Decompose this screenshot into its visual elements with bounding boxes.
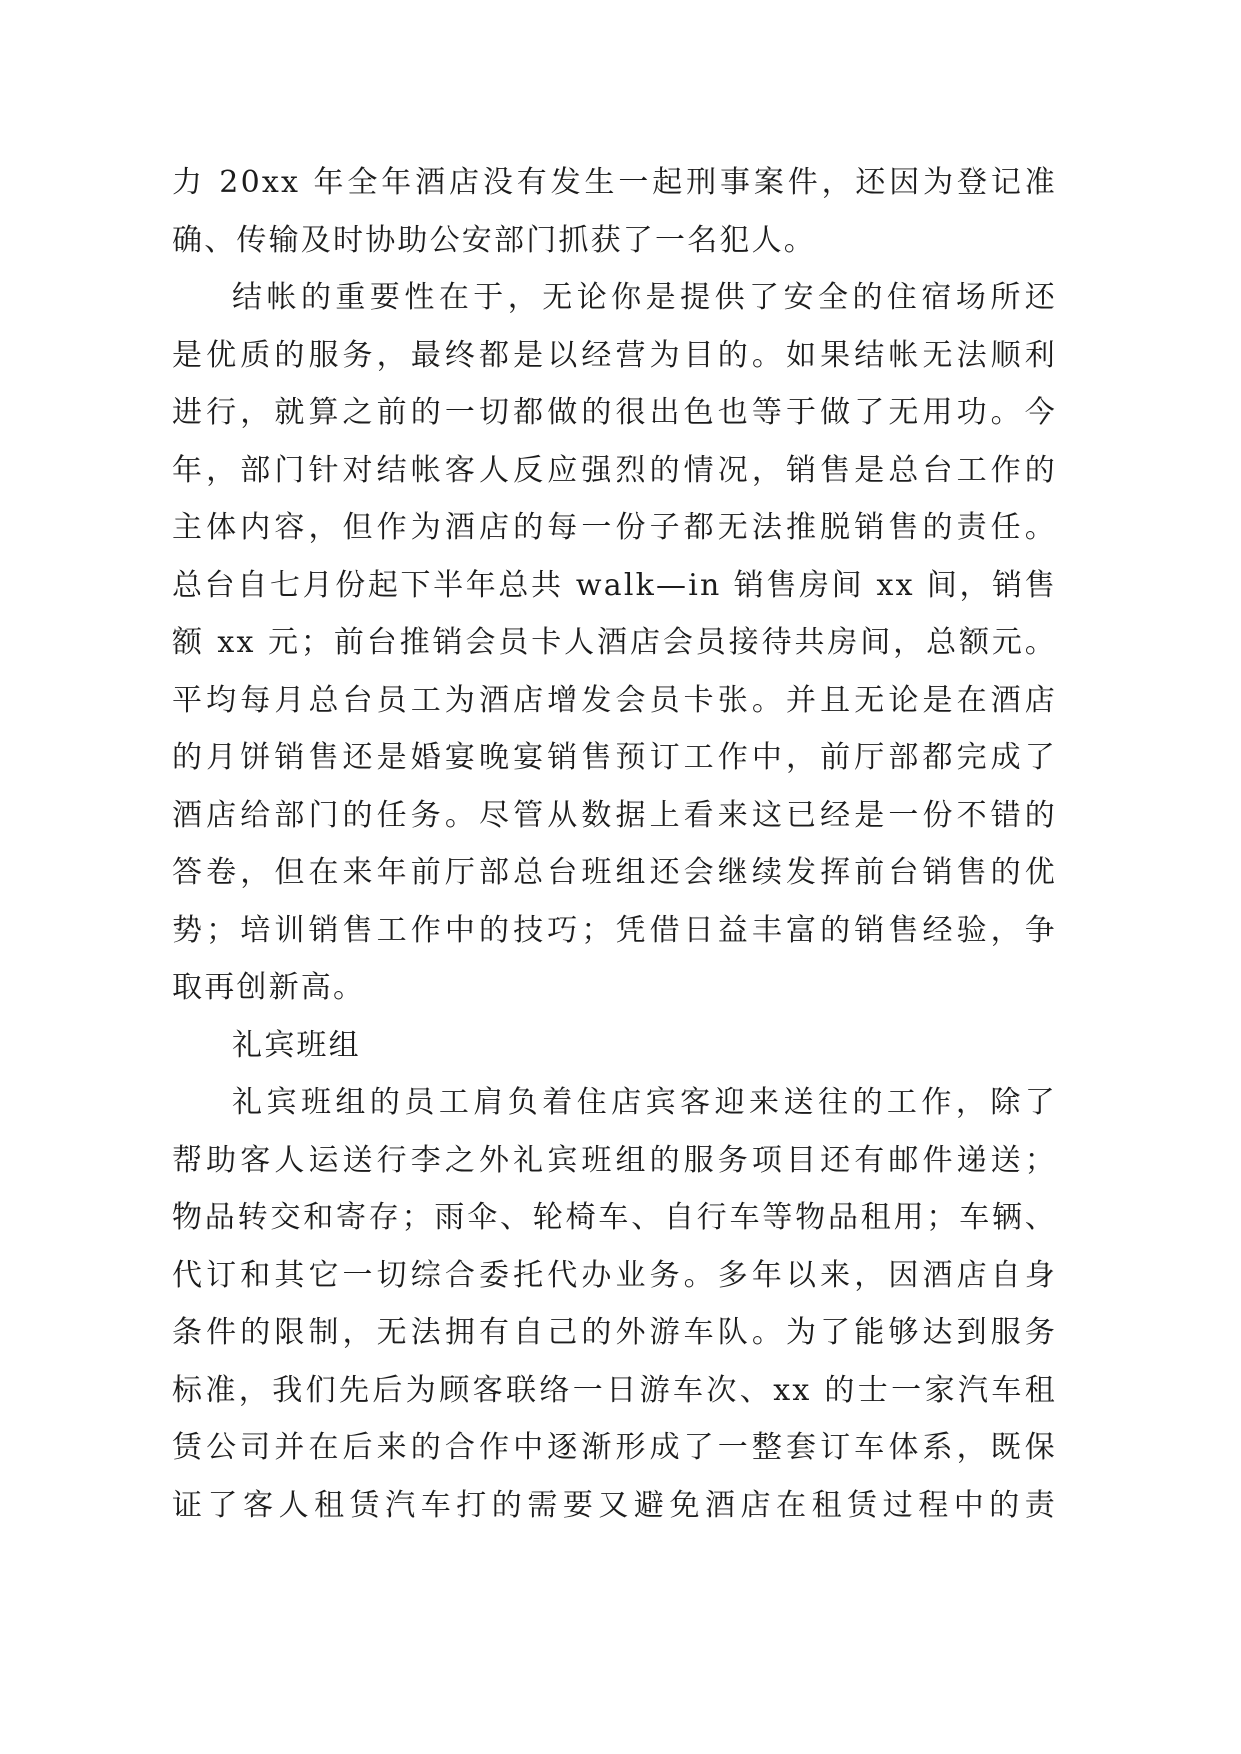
section-heading <box>172 1017 1057 1075</box>
text-line: 代订和其它一切综合委托代办业务。多年以来，因酒店自身 <box>172 1257 1057 1293</box>
text-line: 势；培训销售工作中的技巧；凭借日益丰富的销售经验，争 <box>172 912 1057 948</box>
text-line: 取再创新高。 <box>172 970 366 1005</box>
text-line: 赁公司并在后来的合作中逐渐形成了一整套订车体系，既保 <box>172 1430 1057 1465</box>
text-line: 总台自七月份起下半年总共 walk—in 销售房间 xx 间，销售 <box>172 567 1057 603</box>
text-line: 标准，我们先后为顾客联络一日游车次、xx 的士一家汽车租 <box>172 1372 1057 1408</box>
text-line: 进行，就算之前的一切都做的很出色也等于做了无用功。今 <box>172 395 1057 430</box>
text-line: 平均每月总台员工为酒店增发会员卡张。并且无论是在酒店 <box>172 682 1057 718</box>
text-line: 额 xx 元；前台推销会员卡人酒店会员接待共房间，总额元。 <box>172 625 1057 660</box>
text-line: 酒店给部门的任务。尽管从数据上看来这已经是一份不错的 <box>172 797 1057 833</box>
text-line: 确、传输及时协助公安部门抓获了一名犯人。 <box>172 222 816 258</box>
text-line: 礼宾班组的员工肩负着住店宾客迎来送往的工作，除了 <box>232 1085 1057 1120</box>
text-line: 的月饼销售还是婚宴晚宴销售预订工作中，前厅部都完成了 <box>172 740 1057 775</box>
text-line: 条件的限制，无法拥有自己的外游车队。为了能够达到服务 <box>172 1315 1057 1350</box>
text-line: 年，部门针对结帐客人反应强烈的情况，销售是总台工作的 <box>172 452 1057 488</box>
document-body <box>172 154 1057 1534</box>
paragraph <box>172 1074 1057 1534</box>
text-line: 证了客人租赁汽车打的需要又避免酒店在租赁过程中的责 <box>172 1487 1057 1523</box>
text-line: 结帐的重要性在于，无论你是提供了安全的住宿场所还 <box>232 280 1057 315</box>
text-line: 是优质的服务，最终都是以经营为目的。如果结帐无法顺利 <box>172 337 1057 373</box>
paragraph <box>172 154 1057 269</box>
text-line: 物品转交和寄存；雨伞、轮椅车、自行车等物品租用；车辆、 <box>172 1200 1057 1235</box>
paragraph <box>172 269 1057 1017</box>
text-line: 主体内容，但作为酒店的每一份子都无法推脱销售的责任。 <box>172 510 1057 545</box>
section-heading-text: 礼宾班组 <box>232 1027 361 1063</box>
text-line: 答卷，但在来年前厅部总台班组还会继续发挥前台销售的优 <box>172 855 1057 890</box>
text-line: 力 20xx 年全年酒店没有发生一起刑事案件，还因为登记准 <box>172 165 1057 200</box>
text-line: 帮助客人运送行李之外礼宾班组的服务项目还有邮件递送； <box>172 1142 1057 1178</box>
